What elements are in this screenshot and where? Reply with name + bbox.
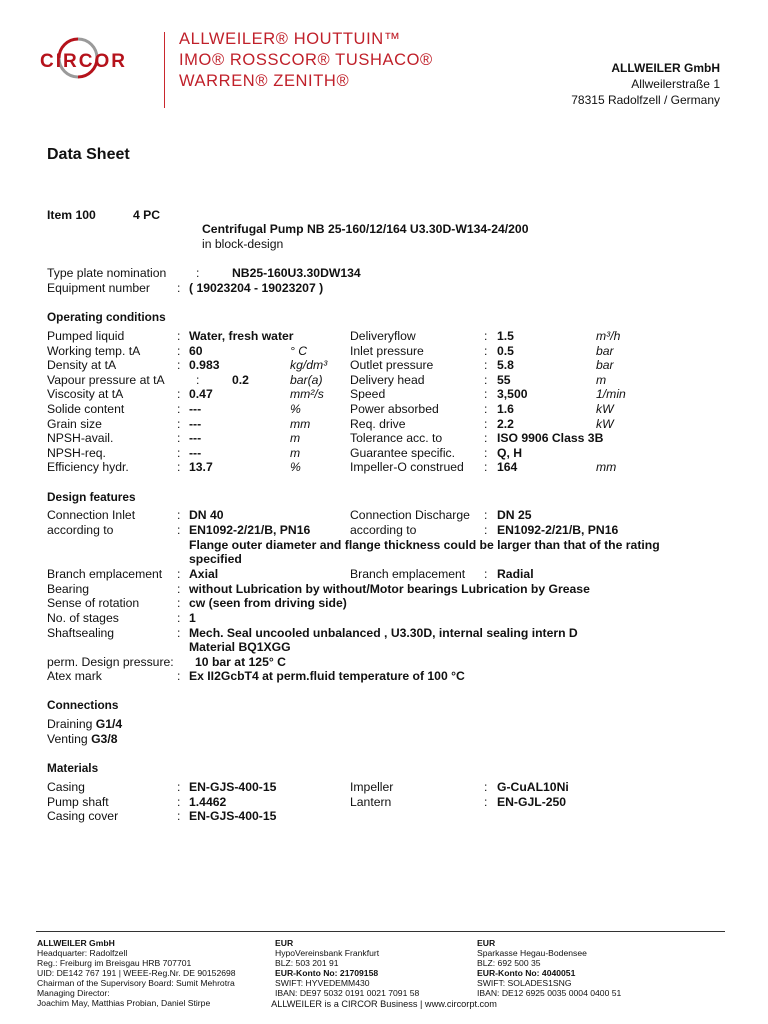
- flange-note-continued: specified: [189, 552, 242, 566]
- operating-l-label: NPSH-req.: [47, 445, 106, 460]
- operating-l-colon: :: [177, 431, 181, 446]
- according-value-discharge: EN1092-2/21/B, PN16: [497, 523, 619, 537]
- connection-inlet-value: DN 40: [189, 508, 224, 522]
- stages-value: 1: [189, 611, 196, 625]
- operating-r-colon: :: [484, 445, 488, 460]
- product-design: in block-design: [202, 237, 284, 251]
- footer-line: IBAN: DE97 5032 0191 0021 7091 58: [275, 988, 420, 998]
- operating-l-colon: :: [177, 329, 181, 343]
- material-l-colon: :: [177, 809, 181, 824]
- according-label: according to: [47, 523, 114, 537]
- colon: :: [177, 669, 181, 683]
- material-l-label: Casing cover: [47, 809, 119, 824]
- colon: :: [484, 523, 488, 537]
- footer-line: HypoVereinsbank Frankfurt: [275, 948, 380, 958]
- product-description: Centrifugal Pump NB 25-160/12/164 U3.30D-W134-24/200: [202, 222, 529, 236]
- operating-l-colon: :: [177, 402, 181, 416]
- operating-r-unit: 1/min: [596, 387, 626, 402]
- equipment-value: ( 19023204 - 19023207 ): [189, 281, 324, 295]
- operating-l-label: Pumped liquid: [47, 329, 125, 343]
- operating-r-value: 3,500: [497, 387, 528, 402]
- brand-line-3: WARREN® ZENITH®: [179, 72, 350, 90]
- operating-r-value: 164: [497, 460, 518, 475]
- atex-value: Ex II2GcbT4 at perm.fluid temperature of 100 °C: [189, 669, 465, 683]
- operating-r-label: Deliveryflow: [350, 329, 416, 343]
- branch-value-inlet: Axial: [189, 567, 219, 581]
- operating-l-value: ---: [189, 402, 202, 416]
- material-r-colon: :: [484, 780, 488, 794]
- operating-l-value: ---: [189, 416, 202, 431]
- item-quantity: 4 PC: [133, 208, 161, 222]
- operating-l-value: 0.2: [232, 372, 249, 387]
- brand-line-1: ALLWEILER® HOUTTUIN™: [179, 30, 401, 48]
- material-l-colon: :: [177, 794, 181, 809]
- operating-r-value: 1.6: [497, 402, 514, 416]
- venting-label: Venting: [47, 732, 88, 746]
- atex-label: Atex mark: [47, 669, 102, 683]
- material-l-label: Casing: [47, 780, 85, 794]
- design-pressure-value: 10 bar at 125° C: [195, 655, 286, 669]
- operating-r-value: 1.5: [497, 329, 514, 343]
- operating-r-unit: bar: [596, 358, 614, 373]
- footer-line: EUR: [477, 938, 496, 948]
- operating-l-label: Efficiency hydr.: [47, 460, 129, 475]
- operating-l-label: Working temp. tA: [47, 343, 141, 358]
- material-r-value: G-CuAL10Ni: [497, 780, 569, 794]
- operating-l-unit: mm: [290, 416, 311, 431]
- operating-l-label: Vapour pressure at tA: [47, 372, 165, 387]
- rotation-label: Sense of rotation: [47, 596, 140, 610]
- operating-l-unit: kg/dm³: [290, 358, 328, 373]
- according-value-inlet: EN1092-2/21/B, PN16: [189, 523, 311, 537]
- material-l-value: EN-GJS-400-15: [189, 780, 277, 794]
- operating-r-colon: :: [484, 416, 488, 431]
- footer-line: EUR-Konto No: 4040051: [477, 968, 576, 978]
- footer-line: Headquarter: Radolfzell: [37, 948, 128, 958]
- type-plate-value: NB25-160U3.30DW134: [232, 266, 361, 280]
- footer-line: IBAN: DE12 6925 0035 0004 0400 51: [477, 988, 622, 998]
- colon: :: [177, 611, 181, 625]
- colon: :: [177, 567, 181, 581]
- footer-line: Chairman of the Supervisory Board: Sumit Mehrotra: [37, 978, 235, 988]
- type-plate-label: Type plate nomination: [47, 266, 167, 280]
- operating-r-label: Delivery head: [350, 372, 425, 387]
- footer-line: UID: DE142 767 191 | WEEE-Reg.Nr. DE 90152698: [37, 968, 236, 978]
- colon: :: [484, 567, 488, 581]
- footer-bank1-col: [275, 938, 419, 998]
- operating-l-unit: %: [290, 402, 301, 416]
- material-l-value: 1.4462: [189, 794, 227, 809]
- operating-l-label: Solide content: [47, 402, 125, 416]
- materials-heading: Materials: [47, 761, 99, 775]
- colon: :: [177, 596, 181, 610]
- footer-line: SWIFT: HYVEDEMM430: [275, 978, 370, 988]
- operating-l-colon: :: [177, 416, 181, 431]
- operating-r-value: Q, H: [497, 445, 523, 460]
- footer-line: BLZ: 503 201 91: [275, 958, 339, 968]
- colon: :: [177, 281, 181, 295]
- equipment-label: Equipment number: [47, 281, 150, 295]
- footer-line: EUR-Konto No: 21709158: [275, 968, 379, 978]
- footer-line: SWIFT: SOLADES1SNG: [477, 978, 572, 988]
- colon: :: [196, 266, 200, 280]
- operating-l-unit: m: [290, 431, 301, 446]
- footer-line: EUR: [275, 938, 294, 948]
- branch-value-discharge: Radial: [497, 567, 534, 581]
- operating-l-colon: :: [177, 460, 181, 475]
- operating-r-label: Outlet pressure: [350, 358, 434, 373]
- company-city: 78315 Radolfzell / Germany: [571, 93, 720, 107]
- material-r-colon: :: [484, 794, 488, 809]
- operating-l-unit: ° C: [290, 343, 308, 358]
- operating-r-value: ISO 9906 Class 3B: [497, 431, 604, 446]
- bearing-label: Bearing: [47, 582, 90, 596]
- material-r-value: EN-GJL-250: [497, 794, 567, 809]
- connection-discharge-label: Connection Discharge: [350, 508, 470, 522]
- rotation-value: cw (seen from driving side): [189, 596, 347, 610]
- footer-line: Sparkasse Hegau-Bodensee: [477, 948, 587, 958]
- branch-label-discharge: Branch emplacement: [350, 567, 466, 581]
- operating-r-colon: :: [484, 329, 488, 343]
- footer-line: ALLWEILER GmbH: [37, 938, 115, 948]
- flange-note: Flange outer diameter and flange thickness could be larger than that of the rating: [189, 538, 660, 552]
- operating-r-value: 0.5: [497, 343, 514, 358]
- venting-row: [47, 732, 118, 746]
- colon: :: [177, 508, 181, 522]
- material-l-label: Pump shaft: [47, 794, 109, 809]
- material-l-value: EN-GJS-400-15: [189, 809, 277, 824]
- company-street: Allweilerstraße 1: [631, 77, 720, 91]
- operating-r-label: Guarantee specific.: [350, 445, 456, 460]
- operating-r-label: Impeller-O construed: [350, 460, 464, 475]
- brand-divider: [164, 32, 165, 108]
- draining-row: [47, 717, 122, 731]
- operating-l-value: 0.983: [189, 358, 220, 373]
- operating-r-unit: m³/h: [596, 329, 621, 343]
- operating-r-unit: mm: [596, 460, 617, 475]
- item-number: Item 100: [47, 208, 96, 222]
- circor-logo: CIRCOR: [40, 51, 127, 72]
- footer-bank2-col: [477, 938, 621, 998]
- operating-l-unit: mm²/s: [290, 387, 324, 402]
- operating-l-label: Grain size: [47, 416, 102, 431]
- operating-r-unit: kW: [596, 402, 614, 416]
- operating-l-label: Density at tA: [47, 358, 117, 373]
- colon: :: [484, 508, 488, 522]
- footer-divider: [36, 931, 725, 932]
- footer-company-col: [37, 938, 236, 1008]
- operating-l-colon: :: [177, 445, 181, 460]
- bearing-value: without Lubrication by without/Motor bearings Lubrication by Grease: [189, 582, 590, 596]
- operating-l-colon: :: [196, 372, 200, 387]
- branch-label: Branch emplacement: [47, 567, 163, 581]
- design-pressure-label: perm. Design pressure:: [47, 655, 174, 669]
- operating-r-value: 5.8: [497, 358, 514, 373]
- material-r-label: Impeller: [350, 780, 394, 794]
- operating-l-colon: :: [177, 387, 181, 402]
- operating-l-label: Viscosity at tA: [47, 387, 124, 402]
- operating-r-label: Inlet pressure: [350, 343, 424, 358]
- operating-l-value: 0.47: [189, 387, 213, 402]
- colon: :: [177, 523, 181, 537]
- according-label-discharge: according to: [350, 523, 417, 537]
- draining-value: G1/4: [95, 717, 123, 731]
- company-name: ALLWEILER GmbH: [611, 61, 720, 75]
- operating-r-unit: kW: [596, 416, 614, 431]
- operating-l-unit: bar(a): [290, 372, 323, 387]
- shaftsealing-value: Mech. Seal uncooled unbalanced , U3.30D, internal sealing intern D: [189, 626, 578, 640]
- footer-line: Reg.: Freiburg im Breisgau HRB 707701: [37, 958, 192, 968]
- operating-r-label: Tolerance acc. to: [350, 431, 443, 446]
- operating-l-unit: m: [290, 445, 301, 460]
- connection-discharge-value: DN 25: [497, 508, 532, 522]
- material-l-colon: :: [177, 780, 181, 794]
- operating-r-value: 2.2: [497, 416, 514, 431]
- design-heading: Design features: [47, 490, 136, 504]
- operating-r-colon: :: [484, 358, 488, 373]
- operating-l-value: ---: [189, 445, 202, 460]
- colon: :: [177, 582, 181, 596]
- footer-line: Joachim May, Matthias Probian, Daniel Stirpe: [37, 998, 211, 1008]
- stages-label: No. of stages: [47, 611, 119, 625]
- operating-r-colon: :: [484, 460, 488, 475]
- operating-r-colon: :: [484, 387, 488, 402]
- operating-r-label: Req. drive: [350, 416, 406, 431]
- connection-inlet-label: Connection Inlet: [47, 508, 136, 522]
- operating-r-colon: :: [484, 431, 488, 446]
- operating-l-value: Water, fresh water: [189, 329, 294, 343]
- operating-r-unit: m: [596, 372, 607, 387]
- operating-r-label: Speed: [350, 387, 386, 402]
- page-title: Data Sheet: [47, 146, 130, 163]
- connections-heading: Connections: [47, 698, 119, 712]
- operating-l-unit: %: [290, 460, 301, 475]
- shaftsealing-material: Material BQ1XGG: [189, 640, 291, 654]
- operating-l-label: NPSH-avail.: [47, 431, 114, 446]
- company-address: [571, 60, 720, 108]
- operating-r-colon: :: [484, 343, 488, 358]
- operating-r-label: Power absorbed: [350, 402, 439, 416]
- operating-r-value: 55: [497, 372, 511, 387]
- operating-l-value: 60: [189, 343, 203, 358]
- operating-l-colon: :: [177, 358, 181, 373]
- operating-r-colon: :: [484, 372, 488, 387]
- operating-r-colon: :: [484, 402, 488, 416]
- operating-heading: Operating conditions: [47, 310, 166, 324]
- brand-line-2: IMO® ROSSCOR® TUSHACO®: [179, 51, 433, 69]
- footer-line: Managing Director:: [37, 988, 110, 998]
- colon: :: [177, 626, 181, 640]
- operating-l-colon: :: [177, 343, 181, 358]
- operating-l-value: ---: [189, 431, 202, 446]
- material-r-label: Lantern: [350, 794, 392, 809]
- shaftsealing-label: Shaftsealing: [47, 626, 115, 640]
- venting-value: G3/8: [91, 732, 118, 746]
- footer-line: BLZ: 692 500 35: [477, 958, 541, 968]
- draining-label: Draining: [47, 717, 93, 731]
- operating-r-unit: bar: [596, 343, 614, 358]
- footer-tagline: ALLWEILER is a CIRCOR Business | www.circorpt.com: [271, 999, 497, 1009]
- operating-l-value: 13.7: [189, 460, 213, 475]
